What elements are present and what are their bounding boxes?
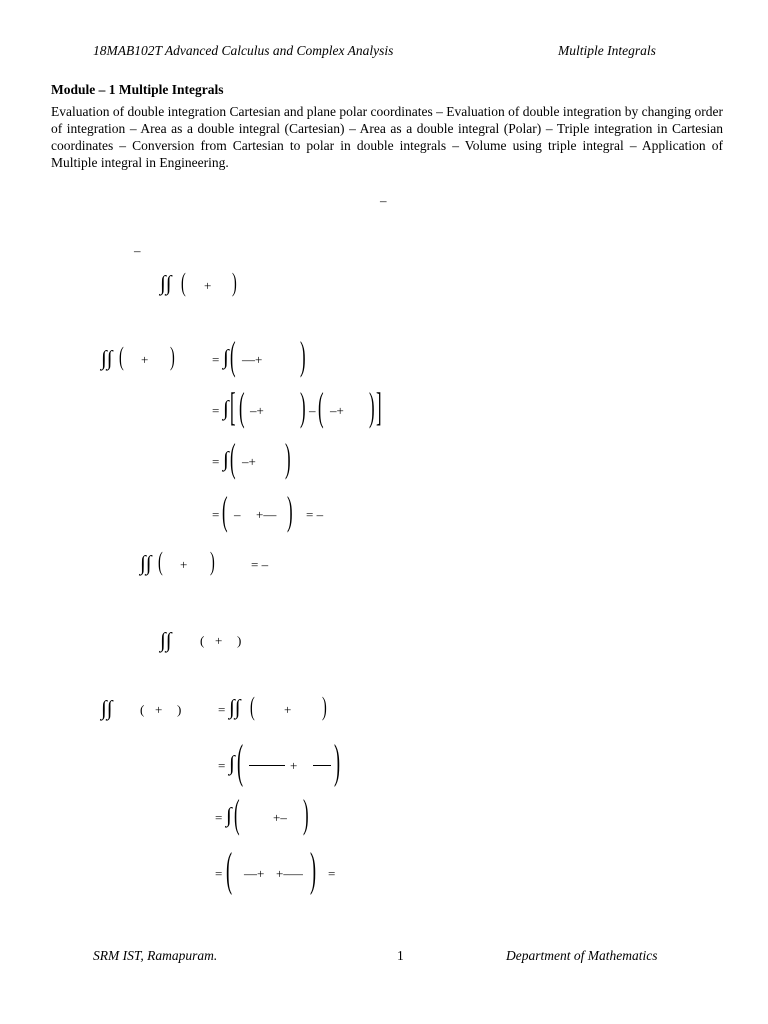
math-plus: + <box>180 557 188 572</box>
close-bracket: ] <box>376 384 382 429</box>
math-dash: – <box>380 193 387 208</box>
open-paren: ( <box>222 488 228 533</box>
math-plus: + <box>284 702 292 717</box>
module-title: Module – 1 Multiple Integrals <box>51 82 224 97</box>
close-paren: ) <box>287 488 293 533</box>
close-paren: ) <box>300 333 306 378</box>
integral-sign: ∫ <box>223 447 229 471</box>
open-paren: ( <box>140 702 145 717</box>
math-plus-minus: +– <box>273 810 287 825</box>
close-paren: ) <box>285 435 291 480</box>
open-paren: ( <box>318 384 324 429</box>
double-integral-sign: ∫∫ <box>101 346 113 370</box>
open-paren: ( <box>230 333 236 378</box>
math-plus-bar: +— <box>256 507 277 522</box>
math-plus: + <box>290 758 298 773</box>
math-equals: = <box>215 866 223 881</box>
integral-sign: ∫ <box>223 345 229 369</box>
page-number: 1 <box>397 948 404 963</box>
close-paren: ) <box>369 384 375 429</box>
math-equals-minus: = – <box>306 507 324 522</box>
math-dash-bar: +–— <box>276 866 303 881</box>
math-equals: = <box>218 702 226 717</box>
math-plus: + <box>204 278 212 293</box>
math-equals: = <box>212 403 220 418</box>
close-paren: ) <box>310 843 317 896</box>
open-paren: ( <box>234 791 240 836</box>
double-integral-sign: ∫∫ <box>101 696 113 720</box>
double-integral-sign: ∫∫ <box>160 628 172 652</box>
open-paren: ( <box>158 547 163 576</box>
close-paren: ) <box>170 342 175 371</box>
close-paren: ) <box>210 547 215 576</box>
close-paren: ) <box>322 692 327 721</box>
integral-sign: ∫ <box>229 751 235 775</box>
math-minus: – <box>309 403 316 418</box>
math-bar-plus: —+ <box>242 352 263 367</box>
fraction-bar <box>313 765 331 766</box>
open-paren: ( <box>119 342 124 371</box>
open-paren: ( <box>250 692 255 721</box>
integral-sign: ∫ <box>223 396 229 420</box>
math-equals: = <box>212 352 220 367</box>
open-bracket: [ <box>230 384 236 429</box>
math-equals-minus: = – <box>251 557 269 572</box>
math-minus: – <box>234 507 241 522</box>
math-equals: = <box>218 758 226 773</box>
close-paren: ) <box>303 791 309 836</box>
integral-sign: ∫ <box>226 803 232 827</box>
math-equals: = <box>212 454 220 469</box>
open-paren: ( <box>181 268 186 297</box>
header-chapter-title: Multiple Integrals <box>558 43 656 58</box>
math-equals: = <box>328 866 336 881</box>
double-integral-sign: ∫∫ <box>140 551 152 575</box>
close-paren: ) <box>177 702 182 717</box>
math-dash-plus: –+ <box>330 403 344 418</box>
open-paren: ( <box>226 843 233 896</box>
open-paren: ( <box>237 735 244 788</box>
header-course-title: 18MAB102T Advanced Calculus and Complex Analysis <box>93 43 394 58</box>
close-paren: ) <box>334 735 341 788</box>
math-dash-plus: –+ <box>242 454 256 469</box>
close-paren: ) <box>232 268 237 297</box>
open-paren: ( <box>200 633 205 648</box>
open-paren: ( <box>239 384 245 429</box>
close-paren: ) <box>237 633 242 648</box>
fraction-bar <box>249 765 285 766</box>
footer-department: Department of Mathematics <box>506 948 658 963</box>
double-integral-sign: ∫∫ <box>160 271 172 295</box>
double-integral-sign: ∫∫ <box>229 695 241 719</box>
math-plus: + <box>215 633 223 648</box>
math-bar-plus-dash: —+ <box>244 866 265 881</box>
close-paren: ) <box>300 384 306 429</box>
math-equals: = <box>215 810 223 825</box>
math-dash: – <box>134 243 141 258</box>
syllabus-paragraph: Evaluation of double integration Cartesian and plane polar coordinates – Evaluation of double integration by changing order of integration – Area as a double integral (Cartesian) – Area as a double integral (Polar) – Triple integration in Cartesian coordinates – Conversion from Cartesian to polar in double integrals – Volume using triple integral – Application of Multiple integral in Engineering. <box>51 104 723 170</box>
open-paren: ( <box>230 435 236 480</box>
math-plus: + <box>141 352 149 367</box>
math-dash-plus: –+ <box>250 403 264 418</box>
footer-institution: SRM IST, Ramapuram. <box>93 948 218 963</box>
math-plus: + <box>155 702 163 717</box>
math-equals: = <box>212 507 220 522</box>
